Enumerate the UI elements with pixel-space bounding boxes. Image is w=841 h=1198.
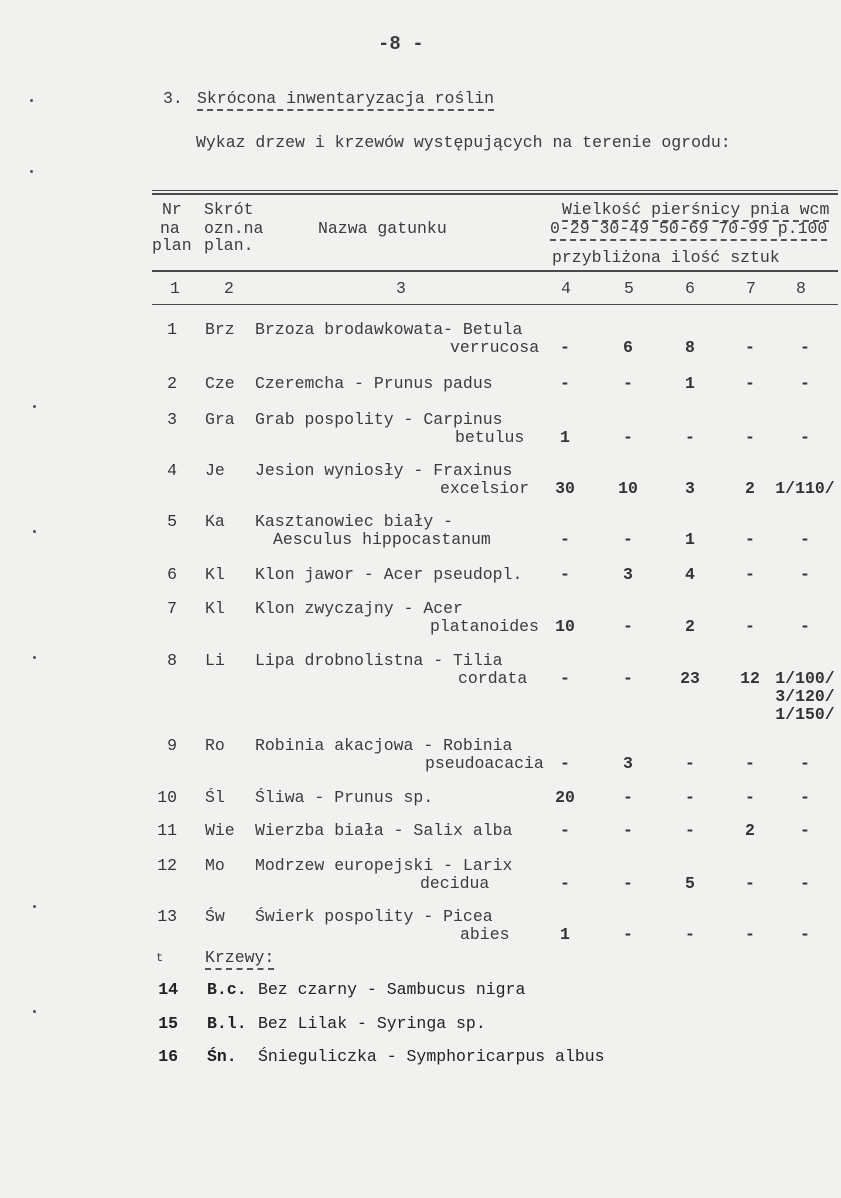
count-cell-col-7: 12 bbox=[740, 669, 760, 688]
count-cell-col-4: 20 bbox=[555, 788, 575, 807]
count-cell-col-6: 3 bbox=[685, 479, 695, 498]
shrub-species-name: Śnieguliczka - Symphoricarpus albus bbox=[258, 1047, 605, 1066]
count-cell-col-5: - bbox=[623, 374, 633, 393]
shrub-row-abbreviation: Śn. bbox=[207, 1047, 237, 1066]
tree-row-number: 2 bbox=[167, 374, 177, 393]
tree-row-abbreviation: Wie bbox=[205, 821, 235, 840]
count-cell-col-8: - bbox=[800, 874, 810, 893]
count-cell-col-7: - bbox=[745, 617, 755, 636]
species-name-line: Grab pospolity - Carpinus bbox=[255, 410, 503, 429]
count-cell-col-6: 1 bbox=[685, 530, 695, 549]
count-cell-col-7: - bbox=[745, 338, 755, 357]
species-name-line: Śliwa - Prunus sp. bbox=[255, 788, 434, 807]
species-name-line: betulus bbox=[455, 428, 525, 447]
count-cell-col-7: - bbox=[745, 374, 755, 393]
count-cell-col-5: 3 bbox=[623, 754, 633, 773]
header-bottom-rule bbox=[152, 270, 838, 272]
count-cell-col-5: 10 bbox=[618, 479, 638, 498]
species-name-line: cordata bbox=[458, 669, 528, 688]
species-name-line: excelsior bbox=[440, 479, 530, 498]
tree-row-abbreviation: Cze bbox=[205, 374, 235, 393]
species-name-line: Robinia akacjowa - Robinia bbox=[255, 736, 513, 755]
count-cell-col-4: - bbox=[560, 374, 570, 393]
count-cell-col-7: - bbox=[745, 530, 755, 549]
species-name-line: decidua bbox=[420, 874, 490, 893]
count-cell-col-4: - bbox=[560, 874, 570, 893]
count-cell-col-6: 5 bbox=[685, 874, 695, 893]
species-name-line: verrucosa bbox=[450, 338, 540, 357]
count-cell-col-5: - bbox=[623, 788, 633, 807]
punch-mark bbox=[30, 99, 33, 102]
punch-mark bbox=[33, 1010, 36, 1013]
tree-row-abbreviation: Śl bbox=[205, 788, 225, 807]
header-species-name: Nazwa gatunku bbox=[318, 219, 447, 238]
count-cell-col-8: - bbox=[800, 374, 810, 393]
count-cell-col-4: 10 bbox=[555, 617, 575, 636]
size-range: 0-29 bbox=[550, 219, 590, 238]
tree-row-abbreviation: Kl bbox=[205, 565, 225, 584]
count-cell-col-4: 1 bbox=[560, 925, 570, 944]
tree-row-number: 12 bbox=[157, 856, 177, 875]
count-cell-col-6: - bbox=[685, 788, 695, 807]
count-cell-col-4: 30 bbox=[555, 479, 575, 498]
column-number: 3 bbox=[396, 279, 406, 298]
header-group-subtitle: przybliżona ilość sztuk bbox=[552, 248, 780, 267]
count-cell-col-4: - bbox=[560, 530, 570, 549]
shrubs-marker: t bbox=[156, 951, 164, 965]
count-cell-col-6: 23 bbox=[680, 669, 700, 688]
shrub-row-abbreviation: B.l. bbox=[207, 1014, 247, 1033]
header-abbr: plan. bbox=[204, 236, 254, 255]
section-title: Skrócona inwentaryzacja roślin bbox=[197, 90, 494, 111]
column-number: 2 bbox=[224, 279, 234, 298]
punch-mark bbox=[33, 656, 36, 659]
count-cell-col-8: - bbox=[800, 821, 810, 840]
tree-row-number: 9 bbox=[167, 736, 177, 755]
species-name-line: Brzoza brodawkowata- Betula bbox=[255, 320, 523, 339]
count-cell-col-6: 8 bbox=[685, 338, 695, 357]
count-cell-col-6: - bbox=[685, 754, 695, 773]
count-cell-col-5: - bbox=[623, 530, 633, 549]
shrub-row-abbreviation: B.c. bbox=[207, 980, 247, 999]
species-name-line: Aesculus hippocastanum bbox=[273, 530, 491, 549]
tree-row-number: 11 bbox=[157, 821, 177, 840]
tree-row-abbreviation: Gra bbox=[205, 410, 235, 429]
column-number-rule bbox=[152, 304, 838, 305]
count-cell-col-4: 1 bbox=[560, 428, 570, 447]
column-number: 1 bbox=[170, 279, 180, 298]
header-size-ranges bbox=[550, 220, 827, 241]
count-cell-col-6: 1 bbox=[685, 374, 695, 393]
count-cell-col-8: - bbox=[800, 530, 810, 549]
tree-row-number: 8 bbox=[167, 651, 177, 670]
tree-row-abbreviation: Kl bbox=[205, 599, 225, 618]
count-cell-col-8: - bbox=[800, 617, 810, 636]
tree-row-number: 3 bbox=[167, 410, 177, 429]
tree-row-abbreviation: Ka bbox=[205, 512, 225, 531]
page-number: -8 - bbox=[378, 33, 424, 55]
count-cell-col-6: - bbox=[685, 821, 695, 840]
size-range: 70-99 bbox=[718, 219, 768, 238]
count-cell-col-8: 1/100/ bbox=[775, 669, 835, 688]
species-name-line: Kasztanowiec biały - bbox=[255, 512, 454, 531]
tree-row-number: 5 bbox=[167, 512, 177, 531]
column-number: 6 bbox=[685, 279, 695, 298]
count-cell-col-8: - bbox=[800, 925, 810, 944]
count-cell-col-7: - bbox=[745, 565, 755, 584]
count-cell-col-5: - bbox=[623, 925, 633, 944]
count-cell-col-4: - bbox=[560, 821, 570, 840]
count-cell-col-6: - bbox=[685, 428, 695, 447]
count-cell-col-5: - bbox=[623, 821, 633, 840]
column-number: 8 bbox=[796, 279, 806, 298]
species-name-line: Lipa drobnolistna - Tilia bbox=[255, 651, 503, 670]
count-cell-col-7: - bbox=[745, 788, 755, 807]
count-cell-col-6: 2 bbox=[685, 617, 695, 636]
species-name-line: Wierzba biała - Salix alba bbox=[255, 821, 513, 840]
species-name-line: Jesion wyniosły - Fraxinus bbox=[255, 461, 513, 480]
tree-row-abbreviation: Li bbox=[205, 651, 225, 670]
count-cell-col-7: - bbox=[745, 874, 755, 893]
column-number: 5 bbox=[624, 279, 634, 298]
shrub-row-number: 16 bbox=[158, 1047, 178, 1066]
header-nr: Nr bbox=[162, 200, 182, 219]
tree-row-abbreviation: Brz bbox=[205, 320, 235, 339]
species-name-line: platanoides bbox=[430, 617, 539, 636]
tree-row-abbreviation: Ro bbox=[205, 736, 225, 755]
header-abbr: Skrót bbox=[204, 200, 254, 219]
header-nr: na bbox=[160, 219, 180, 238]
count-cell-col-7: - bbox=[745, 428, 755, 447]
header-group-title: Wielkość pierśnicy pnia wcm bbox=[562, 201, 829, 222]
column-number: 7 bbox=[746, 279, 756, 298]
count-cell-col-5: - bbox=[623, 874, 633, 893]
count-cell-col-4: - bbox=[560, 669, 570, 688]
count-cell-col-8: - bbox=[800, 428, 810, 447]
shrub-row-number: 15 bbox=[158, 1014, 178, 1033]
count-cell-col-4: - bbox=[560, 565, 570, 584]
size-range: 30-49 bbox=[599, 219, 650, 238]
punch-mark bbox=[33, 905, 36, 908]
species-name-line: Modrzew europejski - Larix bbox=[255, 856, 513, 875]
punch-mark bbox=[30, 170, 33, 173]
count-cell-col-8: 1/110/ bbox=[775, 479, 835, 498]
table-top-rule bbox=[152, 190, 838, 191]
size-range: 50-69 bbox=[658, 219, 709, 238]
count-cell-col-4: - bbox=[560, 754, 570, 773]
column-number: 4 bbox=[561, 279, 571, 298]
table-top-rule bbox=[152, 193, 838, 195]
species-name-line: Czeremcha - Prunus padus bbox=[255, 374, 493, 393]
tree-row-number: 13 bbox=[157, 907, 177, 926]
count-cell-col-8: 1/150/ bbox=[775, 705, 835, 724]
shrub-row-number: 14 bbox=[158, 980, 178, 999]
count-cell-col-6: - bbox=[685, 925, 695, 944]
count-cell-col-8: - bbox=[800, 565, 810, 584]
tree-row-abbreviation: Je bbox=[205, 461, 225, 480]
tree-row-number: 1 bbox=[167, 320, 177, 339]
species-name-line: Świerk pospolity - Picea bbox=[255, 907, 493, 926]
header-abbr: ozn.na bbox=[204, 219, 264, 238]
count-cell-col-5: 6 bbox=[623, 338, 633, 357]
species-name-line: pseudoacacia bbox=[425, 754, 544, 773]
count-cell-col-6: 4 bbox=[685, 565, 695, 584]
species-name-line: abies bbox=[460, 925, 510, 944]
count-cell-col-5: - bbox=[623, 669, 633, 688]
count-cell-col-5: - bbox=[623, 428, 633, 447]
count-cell-col-8: - bbox=[800, 788, 810, 807]
count-cell-col-7: - bbox=[745, 925, 755, 944]
tree-row-number: 6 bbox=[167, 565, 177, 584]
intro-text: Wykaz drzew i krzewów występujących na terenie ogrodu: bbox=[196, 133, 731, 152]
count-cell-col-8: - bbox=[800, 338, 810, 357]
count-cell-col-7: - bbox=[745, 754, 755, 773]
species-name-line: Klon jawor - Acer pseudopl. bbox=[255, 565, 523, 584]
size-range: p.100 bbox=[777, 219, 828, 238]
count-cell-col-8: - bbox=[800, 754, 810, 773]
count-cell-col-8: 3/120/ bbox=[775, 687, 835, 706]
tree-row-number: 7 bbox=[167, 599, 177, 618]
count-cell-col-7: 2 bbox=[745, 479, 755, 498]
tree-row-number: 10 bbox=[157, 788, 177, 807]
count-cell-col-4: - bbox=[560, 338, 570, 357]
section-number: 3. bbox=[163, 89, 183, 108]
header-nr: plan bbox=[152, 236, 192, 255]
shrub-species-name: Bez czarny - Sambucus nigra bbox=[258, 980, 526, 999]
count-cell-col-5: 3 bbox=[623, 565, 633, 584]
tree-row-number: 4 bbox=[167, 461, 177, 480]
shrub-species-name: Bez Lilak - Syringa sp. bbox=[258, 1014, 486, 1033]
punch-mark bbox=[33, 530, 36, 533]
shrubs-title: Krzewy: bbox=[205, 949, 274, 970]
punch-mark bbox=[33, 405, 36, 408]
tree-row-abbreviation: Mo bbox=[205, 856, 225, 875]
count-cell-col-5: - bbox=[623, 617, 633, 636]
tree-row-abbreviation: Św bbox=[205, 907, 225, 926]
count-cell-col-7: 2 bbox=[745, 821, 755, 840]
species-name-line: Klon zwyczajny - Acer bbox=[255, 599, 463, 618]
